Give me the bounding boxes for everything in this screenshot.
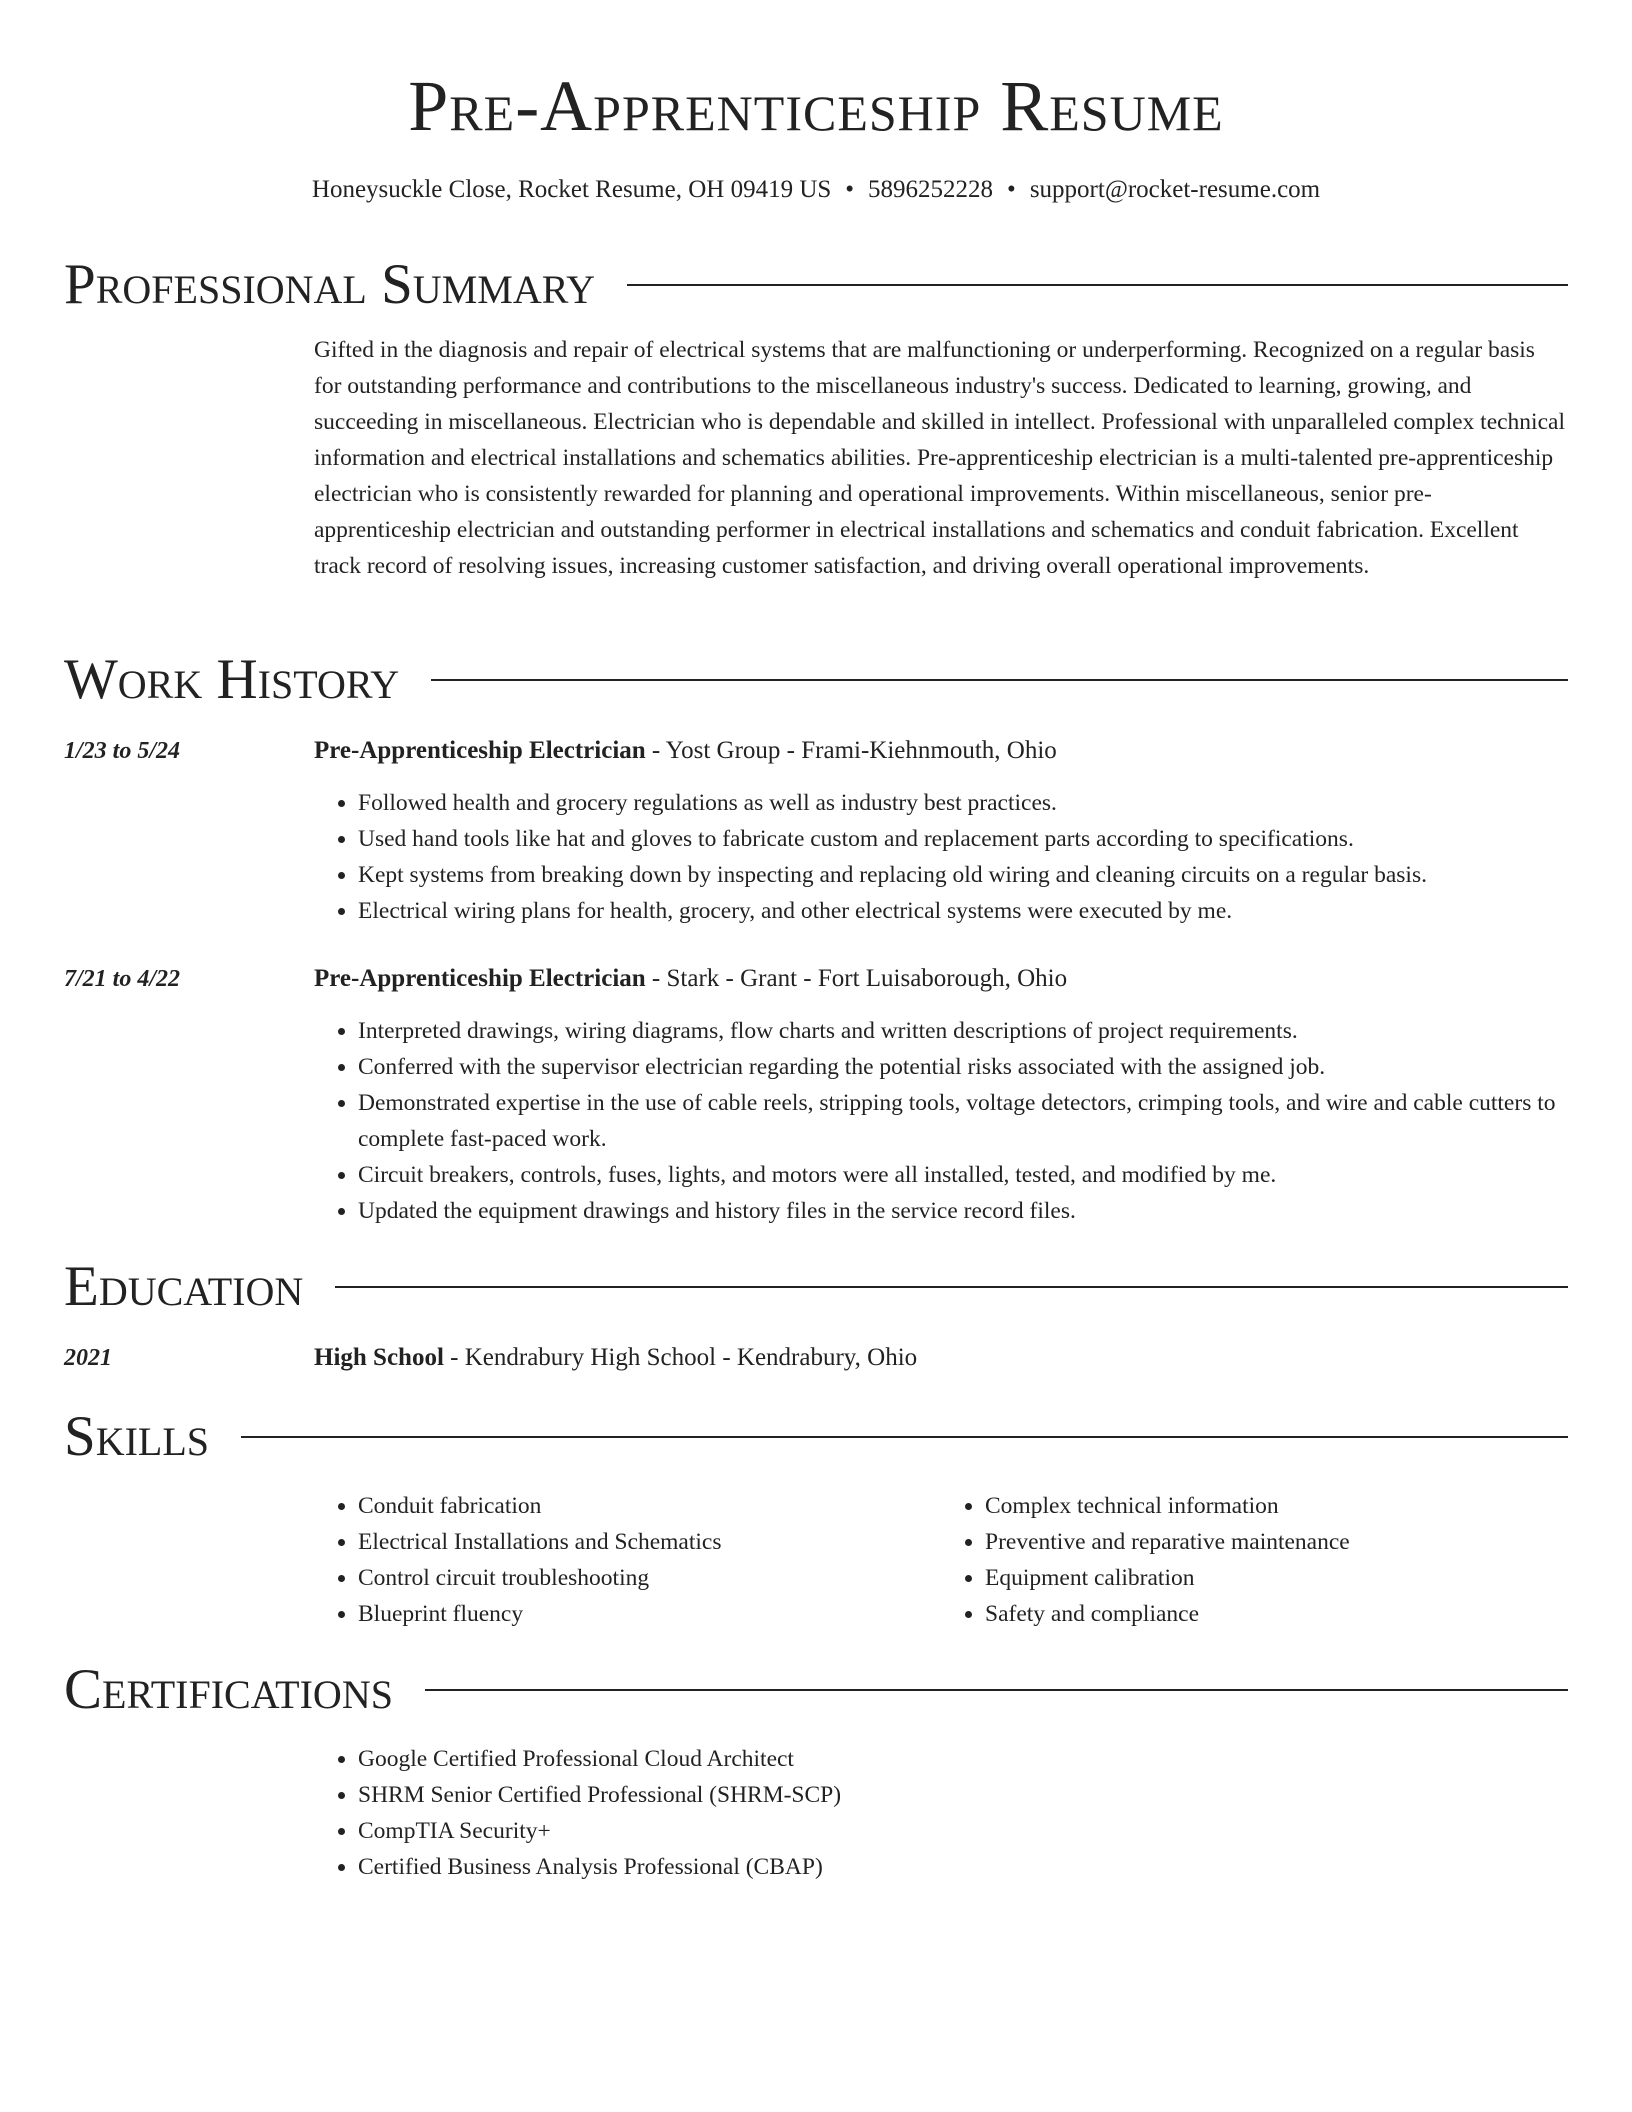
section-header [64, 250, 1568, 320]
section-header [64, 1402, 1568, 1472]
section-title: Education [64, 1255, 304, 1318]
skill-item: • Preventive and reparative maintenance [985, 1524, 1568, 1560]
separator-dot: • [1007, 176, 1016, 203]
job-details: - Yost Group - Frami-Kiehnmouth, Ohio [645, 737, 1057, 764]
degree: High School [314, 1344, 444, 1371]
certification-item: • SHRM Senior Certified Professional (SHRM-SCP) [358, 1777, 1568, 1813]
job-heading [314, 959, 1568, 999]
education-section [64, 1252, 1568, 1378]
address: Honeysuckle Close, Rocket Resume, OH 09419 US [311, 176, 832, 203]
skills-list-right [941, 1488, 1568, 1632]
list-item: • Demonstrated expertise in the use of cable reels, stripping tools, voltage detectors, crimping tools, and wire and cable cutters to complete fast-paced work. [358, 1085, 1568, 1157]
list-item: • Electrical wiring plans for health, grocery, and other electrical systems were executed by me. [358, 893, 1568, 929]
email-link[interactable]: support@rocket-resume.com [1029, 176, 1321, 203]
phone: 5896252228 [868, 176, 994, 203]
skill-item: • Safety and compliance [985, 1596, 1568, 1632]
section-header [64, 1252, 1568, 1322]
job-title: Pre-Apprenticeship Electrician [314, 965, 646, 992]
certification-item: • Google Certified Professional Cloud Architect [358, 1741, 1568, 1777]
job-bullets [314, 785, 1568, 929]
section-divider [627, 284, 1568, 286]
section-divider [241, 1436, 1568, 1438]
contact-line [0, 172, 1632, 208]
section-title: Skills [64, 1405, 210, 1468]
job-heading [314, 731, 1568, 771]
certifications-section [64, 1655, 1568, 1885]
section-divider [335, 1286, 1568, 1288]
skills-section [64, 1402, 1568, 1632]
certification-item: • CompTIA Security+ [358, 1813, 1568, 1849]
list-item: • Updated the equipment drawings and history files in the service record files. [358, 1193, 1568, 1229]
education-heading [314, 1338, 1568, 1378]
list-item: • Used hand tools like hat and gloves to fabricate custom and replacement parts according to specifications. [358, 821, 1568, 857]
summary-text: Gifted in the diagnosis and repair of electrical systems that are malfunctioning or underperforming. Recognized on a regular basis for outstanding performance and contributions to the miscellaneous industry's success. Dedicated to learning, growing, and succeeding in miscellaneous. Electrician who is dependable and skilled in intellect. Professional with unparalleled complex technical information and electrical installations and schematics abilities. Pre-apprenticeship electrician is a multi-talented pre-apprenticeship electrician who is consistently rewarded for planning and operational improvements. Within miscellaneous, senior pre-apprenticeship electrician and outstanding performer in electrical installations and schematics and conduit fabrication. Excellent track record of resolving issues, increasing customer satisfaction, and driving overall operational improvements. [314, 337, 1565, 579]
separator-dot: • [845, 176, 855, 203]
skill-item: • Blueprint fluency [358, 1596, 941, 1632]
skills-columns [314, 1488, 1568, 1632]
work-history-section [64, 645, 1568, 1229]
section-header [64, 645, 1568, 715]
skill-item: • Conduit fabrication [358, 1488, 941, 1524]
list-item: • Circuit breakers, controls, fuses, lights, and motors were all installed, tested, and modified by me. [358, 1157, 1568, 1193]
skills-list-left [314, 1488, 941, 1632]
job-entry [64, 959, 1568, 1229]
list-item: • Kept systems from breaking down by inspecting and replacing old wiring and cleaning circuits on a regular basis. [358, 857, 1568, 893]
school-details: - Kendrabury High School - Kendrabury, Ohio [443, 1344, 918, 1371]
skill-item: • Control circuit troubleshooting [358, 1560, 941, 1596]
job-bullets [314, 1013, 1568, 1229]
section-title: Work History [64, 648, 400, 711]
job-entry [64, 731, 1568, 929]
section-divider [425, 1689, 1568, 1691]
skill-item: • Complex technical information [985, 1488, 1568, 1524]
section-title: Professional Summary [64, 253, 596, 316]
certification-item: • Certified Business Analysis Professional (CBAP) [358, 1849, 1568, 1885]
education-entry [64, 1338, 1568, 1378]
resume-title: Pre-Apprenticeship Resume [408, 66, 1224, 146]
job-title: Pre-Apprenticeship Electrician [314, 737, 646, 764]
list-item: • Interpreted drawings, wiring diagrams, flow charts and written descriptions of project requirements. [358, 1013, 1568, 1049]
job-dates: 7/21 to 4/22 [64, 966, 181, 992]
job-details: - Stark - Grant - Fort Luisaborough, Ohio [645, 965, 1068, 992]
skill-item: • Electrical Installations and Schematics [358, 1524, 941, 1560]
list-item: • Conferred with the supervisor electrician regarding the potential risks associated with the assigned job. [358, 1049, 1568, 1085]
section-header [64, 1655, 1568, 1725]
certifications-list [314, 1741, 1568, 1885]
skill-item: • Equipment calibration [985, 1560, 1568, 1596]
list-item: • Followed health and grocery regulations as well as industry best practices. [358, 785, 1568, 821]
education-year: 2021 [64, 1345, 112, 1371]
section-title: Certifications [64, 1658, 393, 1721]
section-divider [431, 679, 1568, 681]
summary-section [64, 250, 1568, 584]
job-dates: 1/23 to 5/24 [64, 738, 181, 764]
